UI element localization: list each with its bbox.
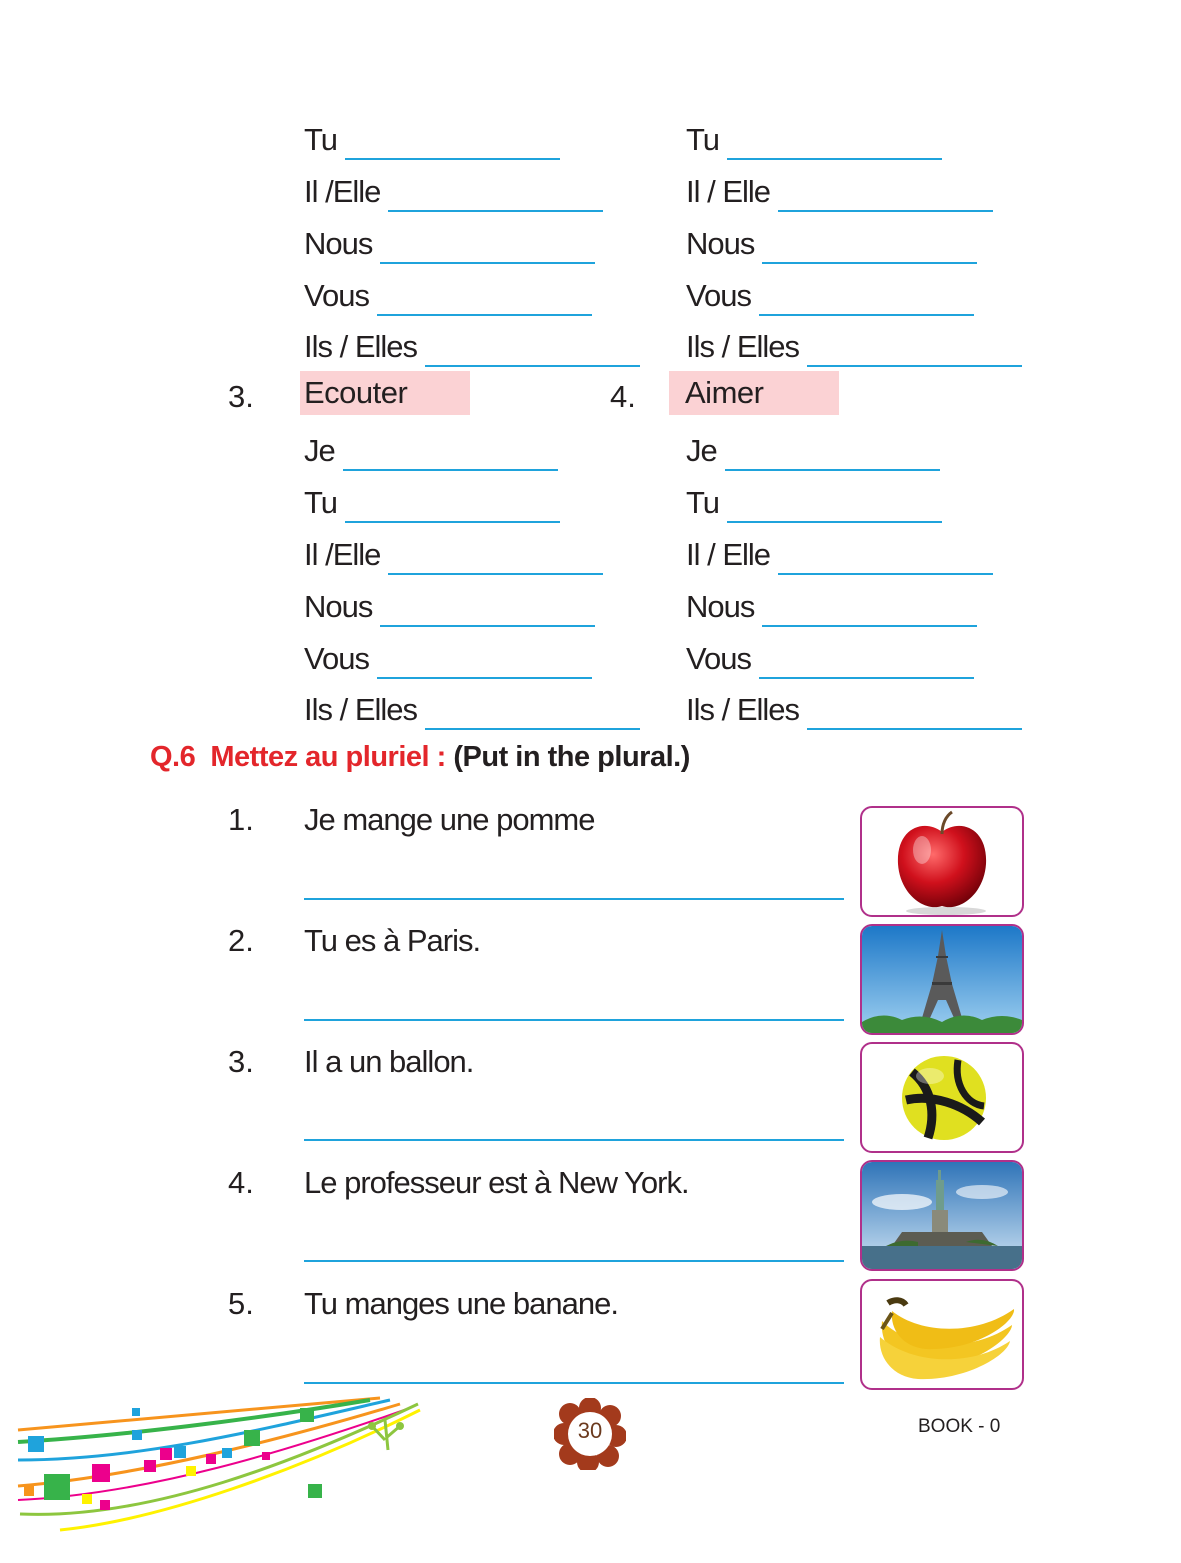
answer-blank[interactable] xyxy=(807,700,1022,730)
answer-line[interactable] xyxy=(304,1382,844,1384)
conj-row xyxy=(304,224,595,264)
answer-line[interactable] xyxy=(304,1019,844,1021)
answer-blank[interactable] xyxy=(759,286,974,316)
pronoun: Nous xyxy=(686,589,755,624)
conj-row xyxy=(304,172,603,212)
answer-blank[interactable] xyxy=(762,234,977,264)
pronoun: Vous xyxy=(686,278,751,313)
item-number: 2. xyxy=(228,923,254,958)
item-sentence: Le professeur est à New York. xyxy=(304,1165,689,1200)
pronoun: Tu xyxy=(686,485,720,520)
pronoun: Ils / Elles xyxy=(304,692,418,727)
apple-image xyxy=(860,806,1024,917)
ball-image xyxy=(860,1042,1024,1153)
pronoun: Il /Elle xyxy=(304,174,381,209)
answer-blank[interactable] xyxy=(425,700,640,730)
conj-row xyxy=(686,276,974,316)
item-sentence: Il a un ballon. xyxy=(304,1044,474,1079)
answer-blank[interactable] xyxy=(380,234,595,264)
pronoun: Il /Elle xyxy=(304,537,381,572)
pronoun: Nous xyxy=(304,226,373,261)
pronoun: Nous xyxy=(686,226,755,261)
statue-of-liberty-image xyxy=(860,1160,1024,1271)
page-number: 30 xyxy=(577,1418,603,1443)
conj-row xyxy=(304,587,595,627)
decorative-swirl-icon xyxy=(0,1390,430,1550)
conj-row xyxy=(686,690,1022,730)
conj-row xyxy=(686,535,993,575)
conj-row xyxy=(304,535,603,575)
answer-blank[interactable] xyxy=(807,337,1022,367)
pronoun: Il / Elle xyxy=(686,537,771,572)
question-title-fr: Mettez au pluriel : xyxy=(210,741,446,773)
pronoun: Je xyxy=(304,433,335,468)
answer-blank[interactable] xyxy=(762,597,977,627)
pronoun: Ils / Elles xyxy=(686,692,800,727)
page-number-badge xyxy=(554,1398,626,1470)
bananas-image xyxy=(860,1279,1024,1390)
conj-row xyxy=(304,327,640,367)
question-title-en: (Put in the plural.) xyxy=(453,741,690,773)
answer-blank[interactable] xyxy=(725,441,940,471)
item-sentence: Tu manges une banane. xyxy=(304,1286,618,1321)
conj-row xyxy=(686,587,977,627)
answer-line[interactable] xyxy=(304,1139,844,1141)
answer-blank[interactable] xyxy=(380,597,595,627)
conj-row xyxy=(304,431,558,471)
pronoun: Vous xyxy=(686,641,751,676)
conj-row xyxy=(304,639,592,679)
conj-row xyxy=(304,276,592,316)
item-number: 5. xyxy=(228,1286,254,1321)
conj-row xyxy=(686,483,942,523)
conj-row xyxy=(304,120,560,160)
pronoun: Ils / Elles xyxy=(686,329,800,364)
book-label: BOOK - 0 xyxy=(918,1416,1001,1437)
conj-row xyxy=(686,172,993,212)
answer-blank[interactable] xyxy=(778,182,993,212)
conj-row xyxy=(304,483,560,523)
answer-blank[interactable] xyxy=(377,286,592,316)
pronoun: Tu xyxy=(304,485,338,520)
item-sentence: Je mange une pomme xyxy=(304,802,595,837)
eiffel-tower-image xyxy=(860,924,1024,1035)
answer-blank[interactable] xyxy=(345,130,560,160)
conj-row xyxy=(686,120,942,160)
answer-blank[interactable] xyxy=(425,337,640,367)
answer-line[interactable] xyxy=(304,898,844,900)
answer-blank[interactable] xyxy=(759,649,974,679)
answer-blank[interactable] xyxy=(377,649,592,679)
answer-blank[interactable] xyxy=(778,545,993,575)
answer-blank[interactable] xyxy=(727,130,942,160)
verb-highlight: Ecouter xyxy=(300,371,470,415)
verb-number: 4. xyxy=(610,379,636,414)
answer-blank[interactable] xyxy=(388,182,603,212)
question-label: Q.6 xyxy=(150,741,196,773)
answer-blank[interactable] xyxy=(345,493,560,523)
conj-row xyxy=(304,690,640,730)
pronoun: Vous xyxy=(304,278,369,313)
pronoun: Il / Elle xyxy=(686,174,771,209)
verb-highlight: Aimer xyxy=(669,371,839,415)
pronoun: Ils / Elles xyxy=(304,329,418,364)
conj-row xyxy=(686,327,1022,367)
answer-line[interactable] xyxy=(304,1260,844,1262)
conj-row xyxy=(686,639,974,679)
answer-blank[interactable] xyxy=(727,493,942,523)
pronoun: Vous xyxy=(304,641,369,676)
question-title xyxy=(150,741,690,774)
pronoun: Tu xyxy=(686,122,720,157)
verb-number: 3. xyxy=(228,379,254,414)
item-number: 1. xyxy=(228,802,254,837)
conj-row xyxy=(686,224,977,264)
answer-blank[interactable] xyxy=(343,441,558,471)
pronoun: Nous xyxy=(304,589,373,624)
item-number: 3. xyxy=(228,1044,254,1079)
item-sentence: Tu es à Paris. xyxy=(304,923,481,958)
answer-blank[interactable] xyxy=(388,545,603,575)
item-number: 4. xyxy=(228,1165,254,1200)
pronoun: Je xyxy=(686,433,717,468)
pronoun: Tu xyxy=(304,122,338,157)
conj-row xyxy=(686,431,940,471)
